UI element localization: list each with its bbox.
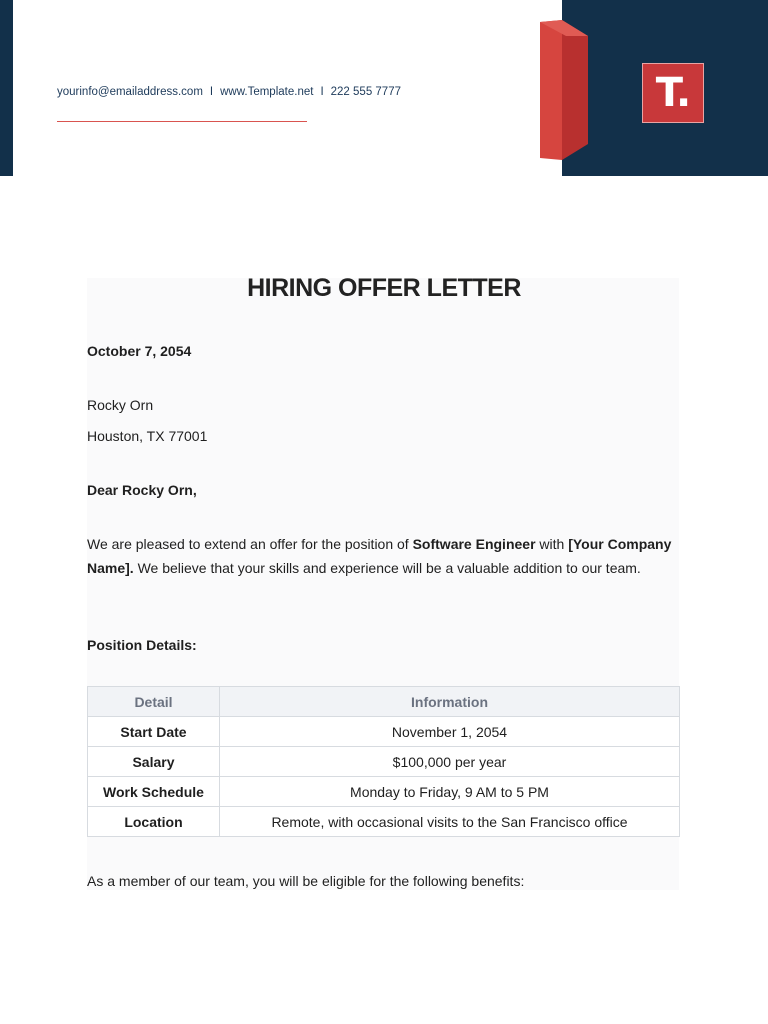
- company-name: [Your Company Name].: [87, 536, 672, 576]
- intro-paragraph: [87, 533, 677, 580]
- position-details-table: [87, 686, 680, 837]
- table-header-row: [88, 687, 680, 717]
- table-row: [88, 807, 680, 837]
- row-information: November 1, 2054: [220, 717, 680, 747]
- intro-text: with: [535, 536, 569, 552]
- contact-separator: I: [209, 86, 214, 98]
- intro-text: We are pleased to extend an offer for the position of: [87, 536, 413, 552]
- recipient-name: Rocky Orn: [87, 397, 154, 413]
- recipient-address: Houston, TX 77001: [87, 428, 208, 444]
- column-header-information: Information: [220, 687, 680, 717]
- row-detail: Start Date: [88, 717, 220, 747]
- row-detail: Location: [88, 807, 220, 837]
- table-row: [88, 717, 680, 747]
- contact-divider: [57, 121, 307, 122]
- position-name: Software Engineer: [412, 536, 536, 552]
- contact-website[interactable]: www.Template.net: [220, 86, 314, 98]
- contact-email[interactable]: yourinfo@emailaddress.com: [57, 86, 203, 98]
- contact-line: [57, 86, 401, 98]
- letter-title: HIRING OFFER LETTER: [247, 274, 521, 302]
- table-row: [88, 777, 680, 807]
- row-information: Monday to Friday, 9 AM to 5 PM: [220, 777, 680, 807]
- letter-date: October 7, 2054: [87, 343, 192, 359]
- row-detail: Work Schedule: [88, 777, 220, 807]
- benefits-intro: As a member of our team, you will be eligible for the following benefits:: [87, 873, 525, 889]
- logo-letter: T.: [655, 70, 691, 116]
- row-detail: Salary: [88, 747, 220, 777]
- row-information: $100,000 per year: [220, 747, 680, 777]
- table-row: [88, 747, 680, 777]
- intro-text: We believe that your skills and experience will be a valuable addition to our team.: [133, 559, 641, 576]
- ribbon-decoration: [540, 20, 588, 160]
- row-information: Remote, with occasional visits to the San Francisco office: [220, 807, 680, 837]
- contact-separator: I: [320, 86, 324, 98]
- salutation: Dear Rocky Orn,: [87, 482, 197, 498]
- contact-phone: 222 555 7777: [330, 86, 401, 98]
- company-logo: [642, 63, 704, 123]
- header-left-bar: [0, 0, 13, 176]
- column-header-detail: Detail: [88, 687, 220, 717]
- position-details-heading: Position Details:: [87, 637, 197, 653]
